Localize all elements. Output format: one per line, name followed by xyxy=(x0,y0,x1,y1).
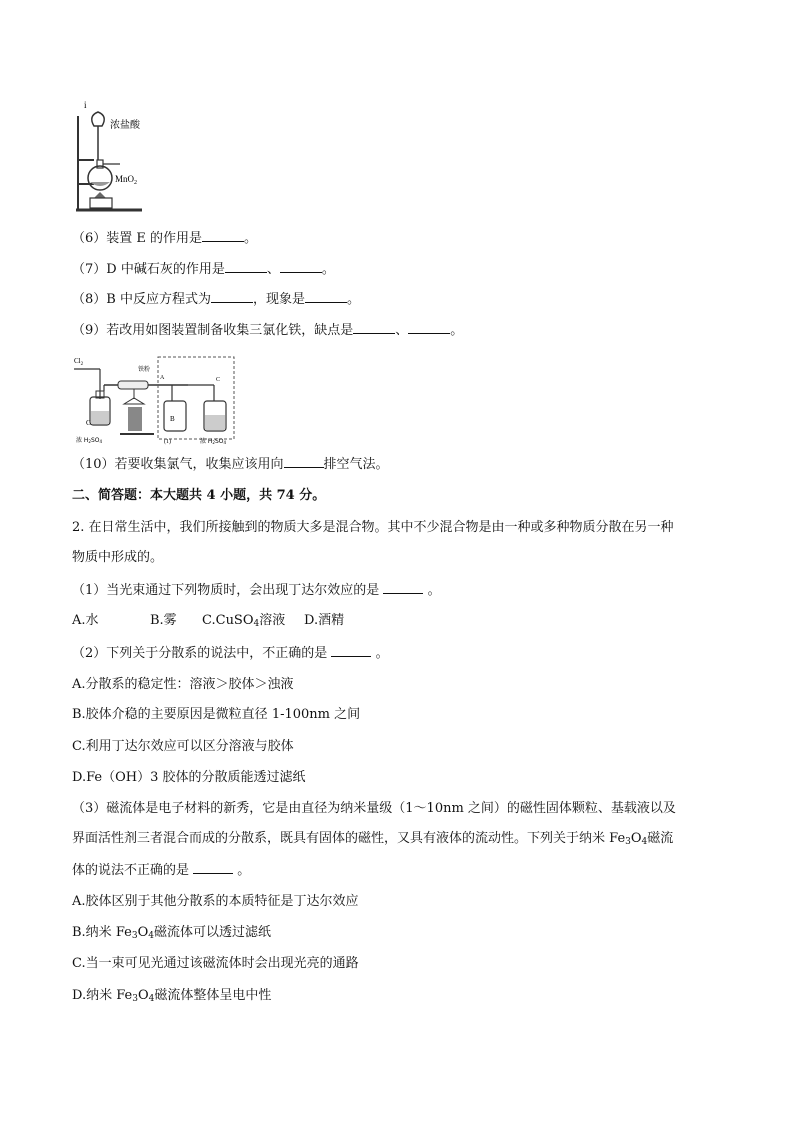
q9-blank-1 xyxy=(353,321,395,334)
figure-chlorine-generator xyxy=(72,98,162,216)
label-b: B xyxy=(170,415,175,423)
q10-end: 排空气法。 xyxy=(323,457,389,472)
svg-text:Cl2 xyxy=(74,357,84,367)
svg-text:浓 H2SO4 xyxy=(200,437,227,445)
q10-text: （10）若要收集氯气，收集应该用向 xyxy=(72,457,284,472)
q8-mid: ，现象是 xyxy=(252,292,305,307)
label-conc-hcl: 浓盐酸 xyxy=(110,120,140,131)
s3-option-c: C.当一束可见光通过该磁流体时会出现光亮的通路 xyxy=(72,956,359,971)
q7-text: （7）D 中碱石灰的作用是 xyxy=(72,262,225,277)
s2-option-c: C.利用丁达尔效应可以区分溶液与胶体 xyxy=(72,739,294,754)
question-6 xyxy=(72,229,257,248)
label-a: A xyxy=(160,375,165,381)
label-iron-powder: 铁粉 xyxy=(138,366,151,373)
s1-text: （1）当光束通过下列物质时，会出现丁达尔效应的是 xyxy=(72,583,380,598)
label-i: i xyxy=(84,100,87,110)
label-h2so4-right-sub: 2 xyxy=(212,440,215,445)
s2-option-d: D.Fe（OH）3 胶体的分散质能透过滤纸 xyxy=(72,770,306,785)
label-h2so4-left: 浓 H xyxy=(76,437,89,444)
label-h2so4-left-sub: 2 xyxy=(88,439,91,444)
q6-end: 。 xyxy=(244,231,258,246)
subquestion-1-options xyxy=(72,612,344,630)
q7-blank-2 xyxy=(280,260,322,273)
label-c-left: C xyxy=(86,419,91,427)
s3-end: 。 xyxy=(237,863,251,878)
label-1: (1) xyxy=(164,439,171,445)
q9-end: 。 xyxy=(450,323,464,338)
s3-option-a: A.胶体区别于其他分散系的本质特征是丁达尔效应 xyxy=(72,894,359,909)
label-h2so4-left-tail-sub: 4 xyxy=(99,439,103,444)
q7-end: 。 xyxy=(321,262,335,277)
s2-option-b: B.胶体介稳的主要原因是微粒直径 1-100nm 之间 xyxy=(72,707,361,722)
fecl3-apparatus-diagram xyxy=(72,349,236,447)
question-10 xyxy=(72,455,389,474)
s3-line-3 xyxy=(72,861,250,880)
label-h2so4-right-tail: SO xyxy=(214,438,224,445)
apparatus-diagram xyxy=(72,98,162,216)
q6-text: （6）装置 E 的作用是 xyxy=(72,231,203,246)
q9-text: （9）若改用如图装置制备收集三氯化铁，缺点是 xyxy=(72,323,354,338)
label-h2so4-right-tail-sub: 4 xyxy=(223,440,227,445)
figure-fecl3-apparatus xyxy=(72,349,236,447)
s3-option-d: D.纳米 $Fe_3O_4$磁流体整体呈电中性 xyxy=(72,988,272,1004)
s3-line-1: （3）磁流体是电子材料的新秀，它是由直径为纳米量级（1～10nm 之间）的磁性固体颗粒、基载液以及 xyxy=(72,801,676,816)
label-cl2-sub: 2 xyxy=(80,362,84,367)
label-c-right: C xyxy=(216,377,221,383)
problem-2-line-2: 物质中形成的。 xyxy=(72,550,164,565)
s1-option-c: C.CuSO$_4$溶液 xyxy=(202,613,286,629)
subquestion-2 xyxy=(72,644,389,663)
s1-end: 。 xyxy=(427,583,441,598)
label-cl2: Cl xyxy=(74,357,81,365)
label-h2so4-left-tail: SO xyxy=(90,437,100,444)
svg-text:浓 H2SO4 xyxy=(76,436,103,444)
q9-blank-2 xyxy=(408,321,450,334)
s1-option-d: D.酒精 xyxy=(304,613,345,628)
question-7 xyxy=(72,260,335,279)
s3-option-b: B.纳米 $Fe_3O_4$磁流体可以透过滤纸 xyxy=(72,925,271,941)
s2-text: （2）下列关于分散系的说法中，不正确的是 xyxy=(72,646,328,661)
q9-sep: 、 xyxy=(395,323,409,338)
q7-blank-1 xyxy=(225,260,267,273)
q8-text: （8）B 中反应方程式为 xyxy=(72,292,211,307)
s3-blank xyxy=(193,861,233,874)
label-h2so4-right: 浓 H xyxy=(200,438,213,445)
q8-blank-1 xyxy=(211,290,253,303)
label-mno2-sub: 2 xyxy=(134,180,138,186)
q8-blank-2 xyxy=(305,290,347,303)
s3-line-2: 界面活性剂三者混合而成的分散系，既具有固体的磁性，又具有液体的流动性。下列关于纳米 $Fe_3O_4$磁流 xyxy=(72,831,674,847)
section-heading: 二、简答题：本大题共 4 小题，共 74 分。 xyxy=(72,488,326,503)
q6-blank xyxy=(202,229,244,242)
question-8 xyxy=(72,290,360,309)
s2-blank xyxy=(331,644,371,657)
svg-text:MnO2 xyxy=(115,174,137,186)
s1-blank xyxy=(383,581,423,594)
question-9 xyxy=(72,321,463,340)
s1-option-a: A.水 xyxy=(72,613,99,628)
s2-end: 。 xyxy=(375,646,389,661)
subquestion-1 xyxy=(72,581,441,600)
problem-2-line-1: 2. 在日常生活中，我们所接触到的物质大多是混合物。其中不少混合物是由一种或多种物质分散在另一种 xyxy=(72,520,674,535)
q10-blank xyxy=(284,455,324,468)
label-mno2: MnO xyxy=(115,174,135,184)
q8-end: 。 xyxy=(346,292,360,307)
q7-sep: 、 xyxy=(266,262,280,277)
s3-text: 体的说法不正确的是 xyxy=(72,863,190,878)
s2-option-a: A.分散系的稳定性：溶液＞胶体＞浊液 xyxy=(72,677,294,692)
s1-option-b: B.雾 xyxy=(150,613,177,628)
